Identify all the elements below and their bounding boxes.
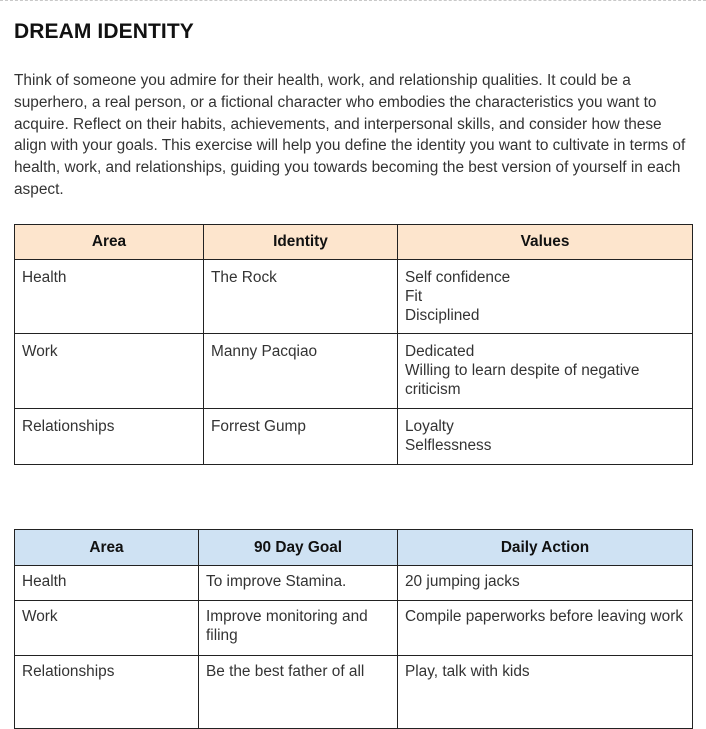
area-cell[interactable]: Health: [15, 566, 199, 601]
daily-action-cell[interactable]: Play, talk with kids: [398, 656, 693, 729]
value-item: Fit: [405, 288, 423, 305]
values-cell[interactable]: [398, 260, 693, 334]
area-cell[interactable]: Work: [15, 601, 199, 656]
table-row: [15, 601, 693, 656]
area-cell[interactable]: Relationships: [15, 656, 199, 729]
page-top-border: [0, 0, 706, 1]
value-item: Self confidence: [405, 269, 511, 286]
value-item: Selflessness: [405, 437, 492, 454]
table-row: [15, 566, 693, 601]
value-item: Dedicated: [405, 343, 475, 360]
values-cell[interactable]: [398, 409, 693, 465]
table-header-row: [15, 530, 693, 566]
column-header-90-day-goal: 90 Day Goal: [199, 530, 398, 566]
intro-paragraph: Think of someone you admire for their health, work, and relationship qualities. It could be a superhero, a real person, or a fictional character who embodies the characteristics you want to acquire. Reflect on their habits, achievements, and interpersonal skills, and consider how these align with your goals. This exercise will help you define the identity you want to cultivate in terms of health, work, and relationships, guiding you towards becoming the best version of yourself in each aspect.: [14, 72, 686, 198]
goal-cell[interactable]: Improve monitoring and filing: [199, 601, 398, 656]
value-item: Willing to learn despite of negative criticism: [405, 362, 640, 398]
identity-cell[interactable]: Manny Pacqiao: [204, 334, 398, 409]
area-cell[interactable]: Relationships: [15, 409, 204, 465]
daily-action-cell[interactable]: 20 jumping jacks: [398, 566, 693, 601]
table-row: [15, 656, 693, 729]
goal-cell[interactable]: To improve Stamina.: [199, 566, 398, 601]
table-header-row: [15, 225, 693, 260]
page-title: DREAM IDENTITY: [14, 20, 194, 43]
identity-cell[interactable]: Forrest Gump: [204, 409, 398, 465]
goal-cell[interactable]: Be the best father of all: [199, 656, 398, 729]
column-header-area: Area: [15, 530, 199, 566]
identity-cell[interactable]: The Rock: [204, 260, 398, 334]
value-item: Loyalty: [405, 418, 454, 435]
area-cell[interactable]: Work: [15, 334, 204, 409]
table-row: [15, 260, 693, 334]
column-header-daily-action: Daily Action: [398, 530, 693, 566]
values-cell[interactable]: [398, 334, 693, 409]
table-row: [15, 409, 693, 465]
column-header-identity: Identity: [204, 225, 398, 260]
identity-table: [14, 224, 693, 465]
goals-table: [14, 529, 693, 729]
value-item: Disciplined: [405, 307, 480, 324]
column-header-values: Values: [398, 225, 693, 260]
table-row: [15, 334, 693, 409]
column-header-area: Area: [15, 225, 204, 260]
area-cell[interactable]: Health: [15, 260, 204, 334]
daily-action-cell[interactable]: Compile paperworks before leaving work: [398, 601, 693, 656]
